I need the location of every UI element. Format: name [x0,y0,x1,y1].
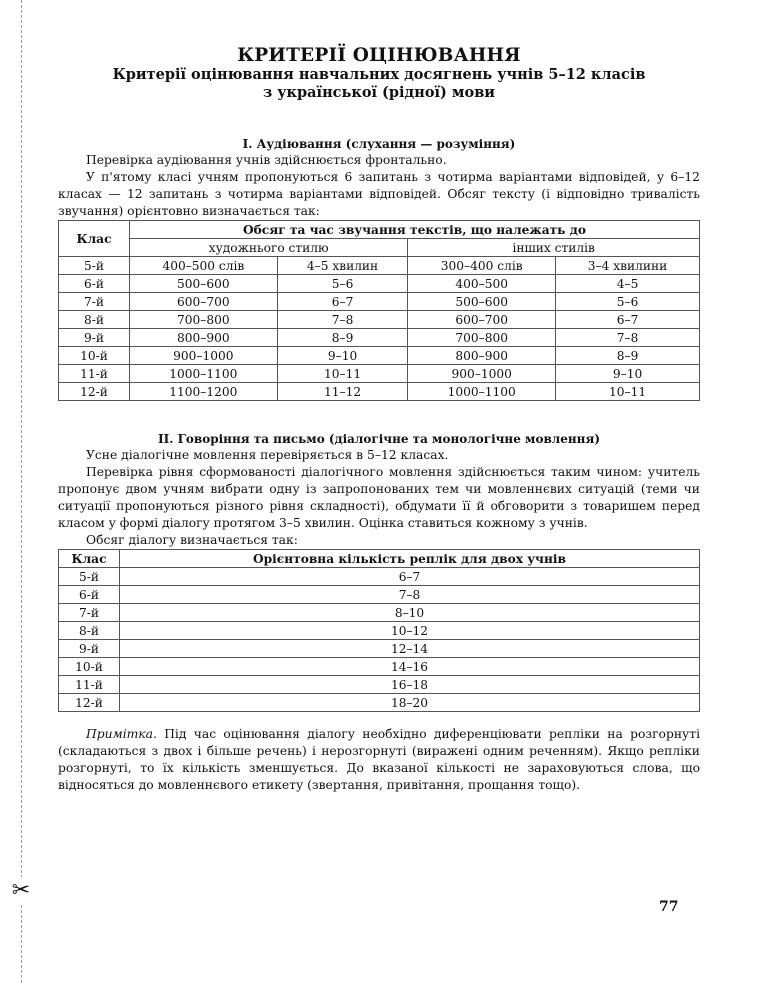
table-cell: 7–8 [120,586,700,604]
table-cell: 10–11 [556,383,700,401]
table-cell: 7–8 [277,311,408,329]
table-cell: 6–7 [277,293,408,311]
table-cell: 7-й [59,604,120,622]
table-cell: 500–600 [130,275,278,293]
table-cell: 6–7 [556,311,700,329]
table-cell: 12-й [59,383,130,401]
dialogue-table [58,549,700,712]
table-cell: 5–6 [277,275,408,293]
table-cell: 1000–1100 [408,383,556,401]
table-row [59,568,700,586]
table-row [59,694,700,712]
table-cell: 7–8 [556,329,700,347]
table-cell: 1100–1200 [130,383,278,401]
table-row [59,658,700,676]
table-cell: 900–1000 [130,347,278,365]
table-cell: 5-й [59,568,120,586]
table-cell: 14–16 [120,658,700,676]
dialogue-table-body [59,568,700,712]
table-cell: 8–9 [277,329,408,347]
table-cell: 8–10 [120,604,700,622]
table-cell: 4–5 [556,275,700,293]
table-header-class: Клас [59,550,120,568]
page-subtitle-line1: Критерії оцінювання навчальних досягнень учнів 5–12 класів [112,66,646,83]
table-cell: 9-й [59,329,130,347]
table-row [59,365,700,383]
table-cell: 11–12 [277,383,408,401]
table-cell: 300–400 слів [408,257,556,275]
table-row [59,586,700,604]
table-cell: 9-й [59,640,120,658]
table-row [59,640,700,658]
table-cell: 8–9 [556,347,700,365]
table-cell: 6-й [59,586,120,604]
table-header-count: Орієнтовна кількість реплік для двох учнів [120,550,700,568]
cut-line [21,0,22,983]
page-subtitle-line2: з української (рідної) мови [262,84,496,101]
table-row [59,347,700,365]
table-cell: 10-й [59,347,130,365]
table-cell: 10–12 [120,622,700,640]
table-cell: 900–1000 [408,365,556,383]
table-cell: 800–900 [130,329,278,347]
note-paragraph [58,726,700,794]
table-row [59,293,700,311]
section2-heading: ІІ. Говоріння та письмо (діалогічне та монологічне мовлення) [158,432,600,446]
table-cell: 9–10 [277,347,408,365]
page-content [58,46,700,794]
page-number: 77 [659,899,679,915]
table-row [59,383,700,401]
table-cell: 1000–1100 [130,365,278,383]
table-cell: 10-й [59,658,120,676]
table-header-artistic: художнього стилю [130,239,408,257]
table-row [59,311,700,329]
table-cell: 600–700 [130,293,278,311]
table-row [59,604,700,622]
note-label: Примітка. [86,727,157,741]
table-row [59,275,700,293]
table-cell: 500–600 [408,293,556,311]
table-cell: 700–800 [130,311,278,329]
table-cell: 12-й [59,694,120,712]
table-cell: 16–18 [120,676,700,694]
table-header-other: інших стилів [408,239,700,257]
note-text: Під час оцінювання діалогу необхідно диференціювати репліки на розгорнуті (складаються з двох і більше речень) і нерозгорнуті (виражені одним реченням). Якщо репліки розгорнуті, то їх кількість зменшується. До вказаної кількості не зараховуються слова, що відносяться до мовленнєвого етикету (звертання, привітання, прощання тощо). [58,727,700,792]
table-cell: 18–20 [120,694,700,712]
table-cell: 6–7 [120,568,700,586]
table-cell: 8-й [59,311,130,329]
listening-table-body [59,257,700,401]
table-cell: 400–500 слів [130,257,278,275]
table-cell: 11-й [59,676,120,694]
table-row [59,329,700,347]
table-cell: 12–14 [120,640,700,658]
table-row [59,622,700,640]
table-row [59,676,700,694]
table-cell: 7-й [59,293,130,311]
table-cell: 5–6 [556,293,700,311]
table-cell: 6-й [59,275,130,293]
table-cell: 700–800 [408,329,556,347]
section2-paragraph3: Обсяг діалогу визначається так: [86,533,298,547]
table-row [59,257,700,275]
listening-table [58,220,700,401]
table-cell: 9–10 [556,365,700,383]
section2-paragraph2: Перевірка рівня сформованості діалогічного мовлення здійснюється таким чином: учитель пропонує двом учням вибрати одну із запропонованих тем чи мовленнєвих ситуацій (теми чи ситуації пропонуються різного рівня складності), обдумати її й обговорити з товаришем перед класом у формі діалогу протягом 3–5 хвилин. Оцінка ставиться кожному з учнів. [58,465,700,530]
scissors-icon: ✂ [11,878,31,903]
table-cell: 4–5 хвилин [277,257,408,275]
section2-paragraph1: Усне діалогічне мовлення перевіряється в 5–12 класах. [86,448,449,462]
table-cell: 3–4 хвилини [556,257,700,275]
table-cell: 8-й [59,622,120,640]
table-cell: 10–11 [277,365,408,383]
section1-paragraph2: У п'ятому класі учням пропонуються 6 запитань з чотирма варіантами відповідей, у 6–12 класах — 12 запитань з чотирма варіантами відповідей. Обсяг тексту (і відповідно тривалість звучання) орієнтовно визначається так: [58,170,700,218]
table-cell: 800–900 [408,347,556,365]
table-cell: 5-й [59,257,130,275]
page-title: КРИТЕРІЇ ОЦІНЮВАННЯ [237,45,521,66]
table-cell: 400–500 [408,275,556,293]
table-header-class: Клас [59,221,130,257]
section1-paragraph1: Перевірка аудіювання учнів здійснюється фронтально. [86,153,447,167]
table-cell: 11-й [59,365,130,383]
section1-heading: І. Аудіювання (слухання — розуміння) [242,137,516,151]
table-header-group: Обсяг та час звучання текстів, що належать до [130,221,700,239]
table-cell: 600–700 [408,311,556,329]
